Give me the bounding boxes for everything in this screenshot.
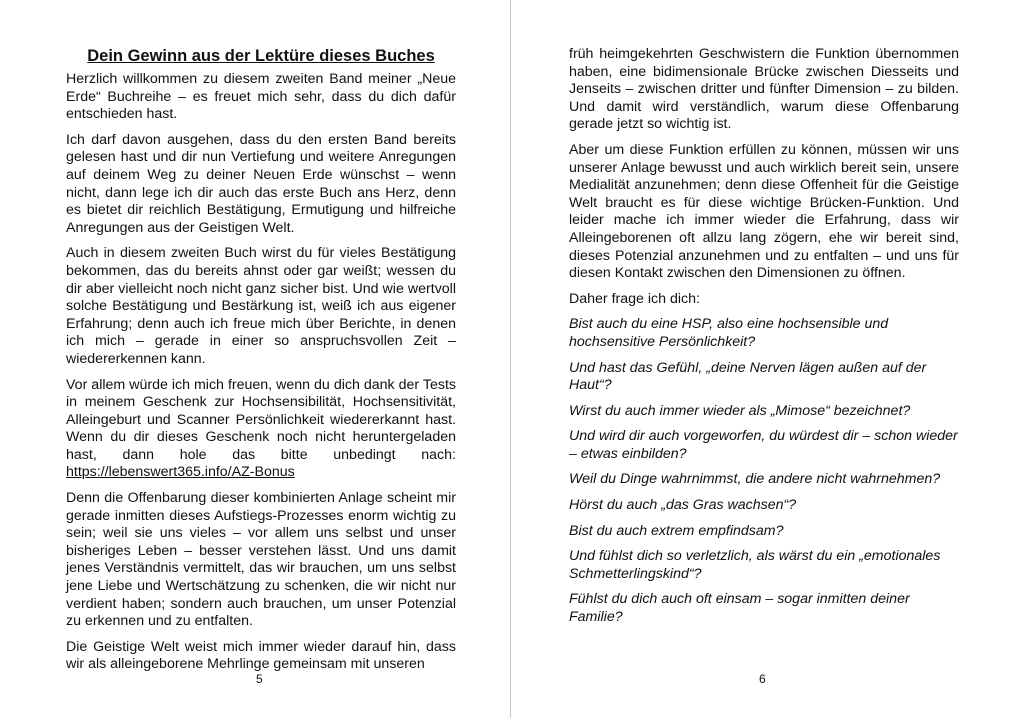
question: Wirst du auch immer wieder als „Mimose“ bezeichnet? <box>569 402 911 419</box>
bonus-paragraph <box>66 377 456 483</box>
paragraph: Auch in diesem zweiten Buch wirst du für vieles Bestätigung bekommen, das du bereits ahnst oder gar weißt; wessen du dir aber vielleicht noch nicht ganz sicher bist. Und wie wertvoll solche Bestätigung und Bestärkung ist, weiß ich aus eigener Erfahrung; denn auch ich freue mich über Berichte, in denen ich mich – gerade in einer so anspruchsvollen Zeit – wiedererkennen kann. <box>66 245 456 367</box>
question: Weil du Dinge wahrnimmst, die andere nicht wahrnehmen? <box>569 471 941 488</box>
paragraph: Daher frage ich dich: <box>569 290 700 307</box>
page-title: Dein Gewinn aus der Lektüre dieses Buches <box>87 47 435 65</box>
paragraph: Denn die Offenbarung dieser kombinierten Anlage scheint mir gerade inmitten dieses Aufstiegs-Prozesses enorm wichtig zu sein; weil sie uns vieles – vor allem uns selbst und unser bisheriges Leben – besser verstehen lässt. Und uns damit jenes Verständnis vermittelt, das wir brauchen, um uns selbst jene Liebe und Wertschätzung zu schenken, die wir nicht nur verdient haben; sondern auch brauchen, um unser Potenzial zu erkennen und zu entfalten. <box>66 490 456 630</box>
question: Und hast das Gefühl, „deine Nerven lägen außen auf der Haut“? <box>569 359 927 394</box>
question: Bist du auch extrem empfindsam? <box>569 522 784 539</box>
left-page-content <box>66 46 456 682</box>
bonus-link[interactable]: https://lebenswert365.info/AZ-Bonus <box>66 464 295 481</box>
right-page-content <box>569 46 959 635</box>
paragraph: Ich darf davon ausgehen, dass du den ersten Band bereits gelesen hast und dir nun Vertiefung und weitere Anregungen auf deinem Weg zu deiner Neuen Erde wünschst – wenn nicht, dann lege ich dir auch das erste Buch ans Herz, denn es bietet dir reichlich Bestätigung, Ermutigung und hilfreiche Anregungen aus der Geistigen Welt. <box>66 131 456 236</box>
page-number-right: 6 <box>759 672 766 686</box>
question: Und fühlst dich so verletzlich, als wärst du ein „emotionales Schmetterlingskind“? <box>569 548 941 582</box>
paragraph: Herzlich willkommen zu diesem zweiten Band meiner „Neue Erde“ Buchreihe – es freuet mich sehr, dass du dich dafür entschieden hast. <box>66 71 456 123</box>
paragraph: Aber um diese Funktion erfüllen zu können, müssen wir uns unserer Anlage bewusst und auch wirklich bereit sein, unsere Medialität anzunehmen; denn diese Offenheit für die Geistige Welt braucht es für diese wichtige Brücken-Funktion. Und leider mache ich immer wieder die Erfahrung, dass wir Alleingeborenen oft allzu lang zögern, ehe wir bereit sind, dieses Potenzial anzunehmen und zu entfalten – und uns für diesen Kontakt zwischen den Dimensionen zu öffnen. <box>569 141 959 282</box>
bonus-paragraph-text: Vor allem würde ich mich freuen, wenn du dich dank der Tests in meinem Geschenk zur Hochsensibilität, Hochsensitivität, Alleingeburt und Scanner Persönlichkeit wiedererkannt hast. Wenn du dir dieses Geschenk noch nicht heruntergeladen hast, dann hole das bitte unbedingt nach: <box>66 376 456 463</box>
paragraph: früh heimgekehrten Geschwistern die Funktion übernommen haben, eine bidimensionale Brücke zwischen Diesseits und Jenseits – zwischen dritter und fünfter Dimension – zu bilden. Und damit wird verständlich, warum diese Offenbarung gerade jetzt so wichtig ist. <box>569 46 959 133</box>
page-number-left: 5 <box>256 672 263 686</box>
question: Fühlst du dich auch oft einsam – sogar inmitten deiner Familie? <box>569 591 910 626</box>
question: Bist auch du eine HSP, also eine hochsensible und hochsensitive Persönlichkeit? <box>569 316 889 350</box>
question: Hörst du auch „das Gras wachsen“? <box>569 497 797 514</box>
question: Und wird dir auch vorgeworfen, du würdest dir – schon wieder – etwas einbilden? <box>569 428 958 462</box>
paragraph: Die Geistige Welt weist mich immer wieder darauf hin, dass wir als alleingeborene Mehrlinge gemeinsam mit unseren <box>66 638 456 673</box>
